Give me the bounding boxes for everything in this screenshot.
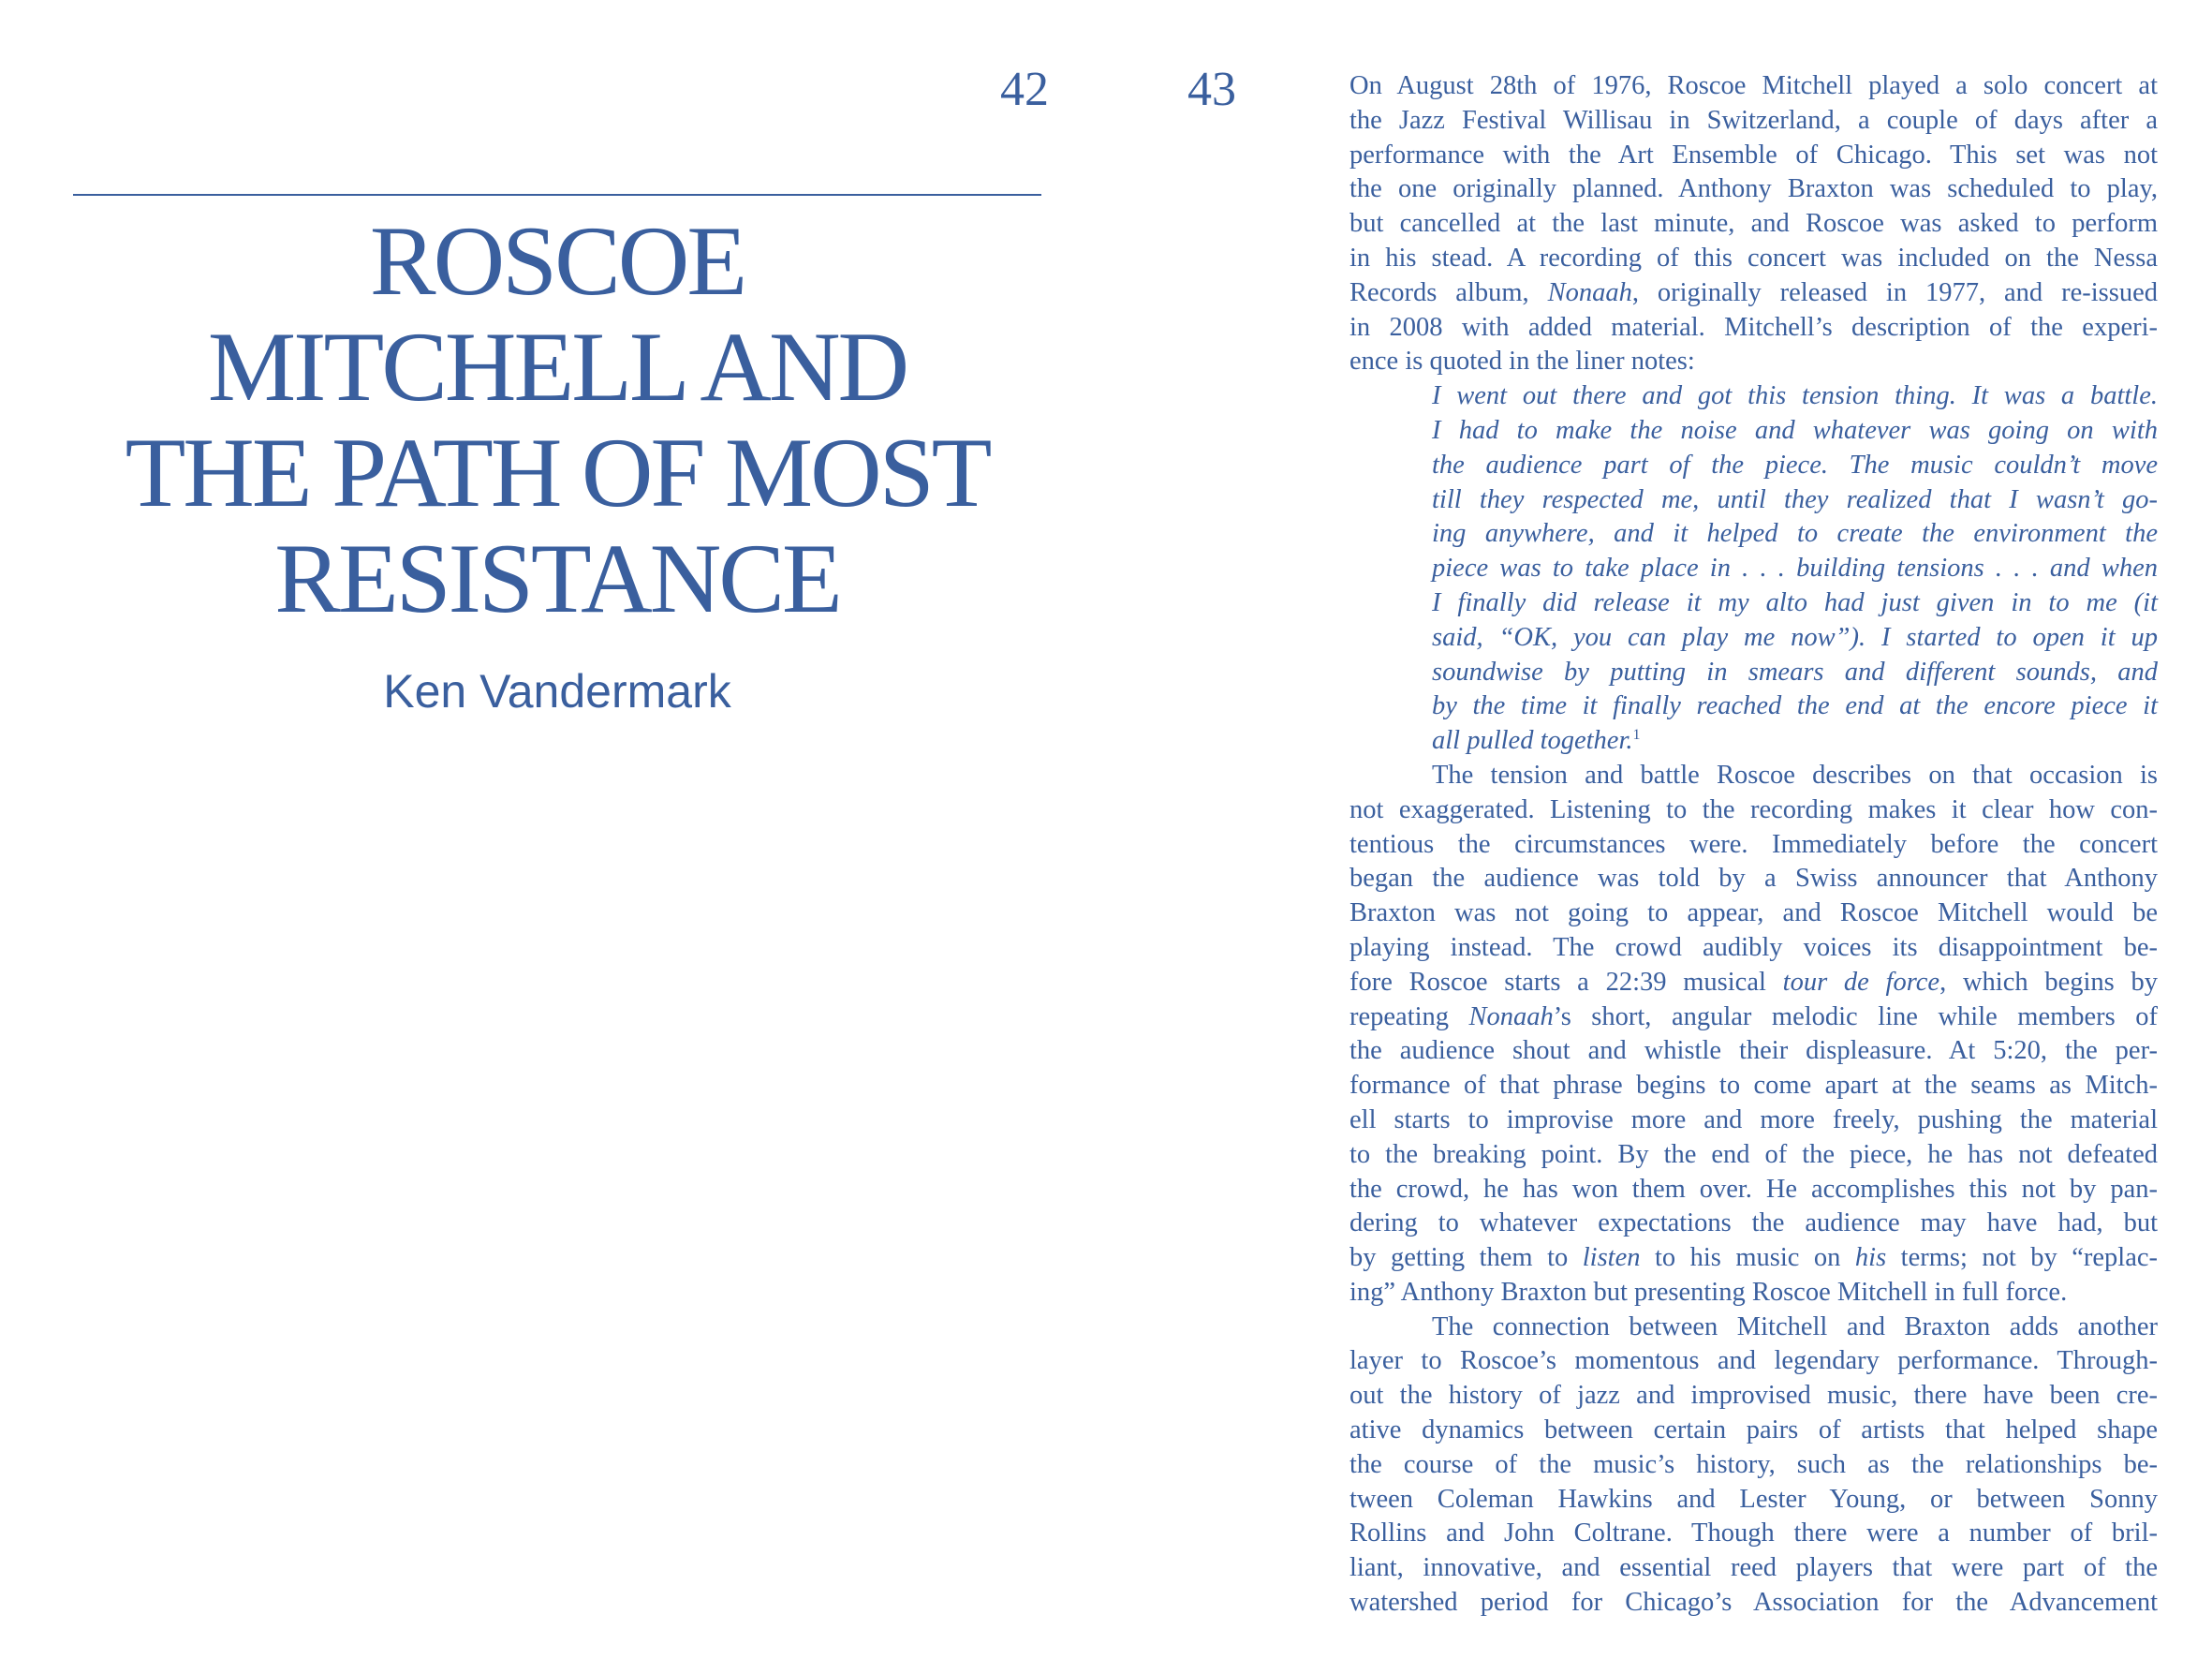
quote-line: piece was to take place in . . . building tensions . . . and when	[1432, 554, 2158, 584]
text-line: The connection between Mitchell and Braxton adds another	[1432, 1311, 2158, 1341]
text-run: ’s short, angular melodic line while members of	[1553, 1001, 2158, 1031]
text-line: ative dynamics between certain pairs of artists that helped shape	[1349, 1415, 2158, 1445]
text-run: fore Roscoe starts a 22:39 musical	[1349, 967, 1783, 997]
text-run: terms; not by “replac-	[1886, 1243, 2158, 1273]
quote-line: I finally did release it my alto had just given in to me (it	[1432, 587, 2158, 617]
text-line: ell starts to improvise more and more freely, pushing the material	[1349, 1104, 2158, 1134]
text-line: but cancelled at the last minute, and Roscoe was asked to perform	[1349, 209, 2158, 239]
page-number-right: 43	[1187, 63, 1236, 116]
text-line	[1349, 276, 2158, 311]
text-line: Braxton was not going to appear, and Roscoe Mitchell would be	[1349, 898, 2158, 928]
text-line: began the audience was told by a Swiss announcer that Anthony	[1349, 864, 2158, 894]
text-line: playing instead. The crowd audibly voices its disappointment be-	[1349, 932, 2158, 962]
text-line: liant, innovative, and essential reed players that were part of the	[1349, 1553, 2158, 1583]
text-line	[1349, 966, 2158, 1000]
quote-line: I went out there and got this tension thing. It was a battle.	[1432, 381, 2158, 411]
text-line: to the breaking point. By the end of the piece, he has not defeated	[1349, 1139, 2158, 1169]
italic-word: listen	[1582, 1243, 1641, 1273]
text-line: in 2008 with added material. Mitchell’s description of the experi-	[1349, 312, 2158, 342]
page-number-left: 42	[1000, 63, 1049, 116]
text-line: the crowd, he has won them over. He accomplishes this not by pan-	[1349, 1174, 2158, 1204]
text-line: The tension and battle Roscoe describes on that occasion is	[1432, 760, 2158, 790]
quote-line: the audience part of the piece. The music couldn’t move	[1432, 450, 2158, 480]
text-line: dering to whatever expectations the audience may have had, but	[1349, 1208, 2158, 1238]
album-title: Nonaah	[1468, 1001, 1554, 1031]
author-name: Ken Vandermark	[383, 665, 731, 718]
text-line: formance of that phrase begins to come apart at the seams as Mitch-	[1349, 1071, 2158, 1101]
quote-line: by the time it finally reached the end at the encore piece it	[1432, 691, 2158, 721]
title-line: ROSCOE	[369, 206, 745, 316]
text-run: , which begins by	[1939, 967, 2159, 997]
text-line: On August 28th of 1976, Roscoe Mitchell played a solo concert at	[1349, 71, 2158, 100]
text-run: all pulled together.	[1432, 726, 1633, 756]
title-line: MITCHELL AND	[207, 312, 907, 422]
text-run: , originally released in 1977, and re-issued	[1631, 277, 2158, 307]
text-line: tentious the circumstances were. Immediately before the concert	[1349, 829, 2158, 859]
footnote-marker: 1	[1632, 727, 1641, 744]
text-line: ing” Anthony Braxton but presenting Roscoe Mitchell in full force.	[1349, 1277, 2068, 1307]
text-line: performance with the Art Ensemble of Chicago. This set was not	[1349, 140, 2158, 170]
text-line: layer to Roscoe’s momentous and legendary performance. Through-	[1349, 1346, 2158, 1376]
text-run: repeating	[1349, 1001, 1469, 1031]
text-run: by getting them to	[1349, 1243, 1583, 1273]
text-line	[1349, 1000, 2158, 1035]
text-line: not exaggerated. Listening to the recording makes it clear how con-	[1349, 794, 2158, 824]
quote-line: till they respected me, until they realized that I wasn’t go-	[1432, 484, 2158, 514]
text-run: Records album,	[1349, 277, 1548, 307]
quote-line: said, “OK, you can play me now”). I started to open it up	[1432, 622, 2158, 652]
title-rule	[73, 194, 1041, 196]
text-line: the course of the music’s history, such as the relationships be-	[1349, 1449, 2158, 1479]
text-line: the one originally planned. Anthony Braxton was scheduled to play,	[1349, 174, 2158, 204]
album-title: Nonaah	[1547, 277, 1632, 307]
quote-line: I had to make the noise and whatever was going on with	[1432, 415, 2158, 445]
text-line: Rollins and John Coltrane. Though there were a number of bril-	[1349, 1518, 2158, 1548]
text-line: out the history of jazz and improvised music, there have been cre-	[1349, 1381, 2158, 1411]
quote-line	[1349, 724, 2158, 759]
body-text	[1349, 69, 2158, 1621]
text-line: watershed period for Chicago’s Association for the Advancement	[1349, 1588, 2158, 1618]
text-run: to his music on	[1640, 1243, 1855, 1273]
text-line: the audience shout and whistle their displeasure. At 5:20, the per-	[1349, 1036, 2158, 1066]
chapter-title	[73, 208, 1041, 631]
quote-line: ing anywhere, and it helped to create the environment the	[1432, 519, 2158, 549]
text-line: tween Coleman Hawkins and Lester Young, or between Sonny	[1349, 1484, 2158, 1514]
quote-line: soundwise by putting in smears and different sounds, and	[1432, 657, 2158, 687]
text-line	[1349, 1241, 2158, 1276]
text-line: ence is quoted in the liner notes:	[1349, 347, 1695, 377]
italic-word: his	[1854, 1243, 1887, 1273]
text-line: in his stead. A recording of this concert was included on the Nessa	[1349, 243, 2158, 273]
title-line: THE PATH OF MOST	[125, 418, 990, 527]
italic-phrase: tour de force	[1782, 967, 1940, 997]
title-line: RESISTANCE	[274, 524, 840, 633]
text-line: the Jazz Festival Willisau in Switzerland, a couple of days after a	[1349, 105, 2158, 135]
